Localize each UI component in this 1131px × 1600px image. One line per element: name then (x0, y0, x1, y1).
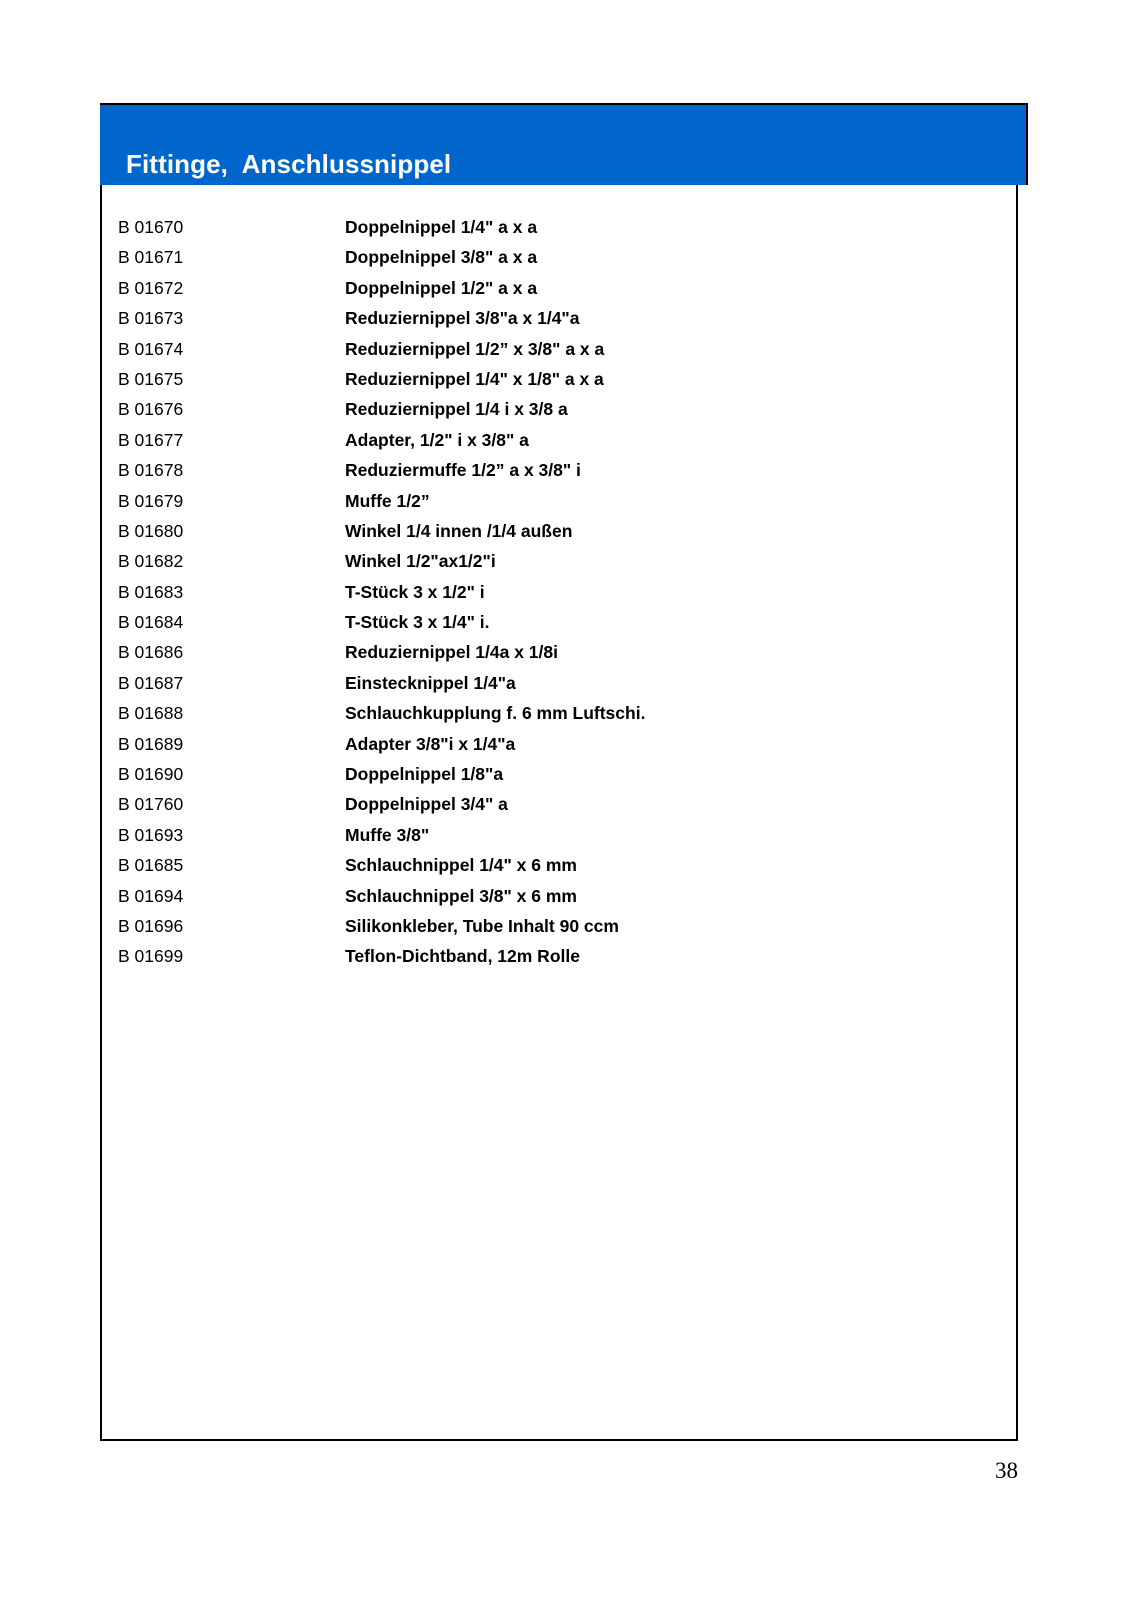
article-code: B 01674 (118, 338, 184, 359)
article-code: B 01685 (118, 855, 184, 876)
table-row (100, 364, 1018, 394)
article-code: B 01670 (118, 217, 184, 237)
table-row (100, 850, 1018, 880)
table-row (100, 637, 1018, 667)
article-description: Reduziermuffe 1/2” a x 3/8" i (345, 460, 581, 481)
article-description: Einstecknippel 1/4"a (345, 672, 516, 693)
article-code: B 01671 (118, 247, 184, 268)
article-code: B 01690 (118, 764, 184, 785)
table-row (100, 577, 1018, 607)
article-description: Doppelnippel 3/4" a (345, 794, 508, 815)
article-description: T-Stück 3 x 1/2" i (345, 581, 485, 602)
article-table (100, 212, 1018, 972)
article-code: B 01680 (118, 520, 184, 541)
article-description: Winkel 1/4 innen /1/4 außen (345, 520, 573, 541)
article-description: Winkel 1/2"ax1/2"i (345, 551, 496, 572)
article-code: B 01679 (118, 490, 184, 511)
article-description: Schlauchkupplung f. 6 mm Luftschi. (345, 703, 646, 724)
article-code: B 01687 (118, 672, 184, 693)
table-row (100, 303, 1018, 333)
article-description: Doppelnippel 3/8" a x a (345, 247, 538, 268)
table-row (100, 820, 1018, 850)
table-row (100, 516, 1018, 546)
frame-bottom-border (100, 1439, 1018, 1441)
table-row (100, 546, 1018, 576)
table-row (100, 911, 1018, 941)
article-description: Schlauchnippel 3/8" x 6 mm (345, 885, 577, 906)
table-row (100, 607, 1018, 637)
article-description: Silikonkleber, Tube Inhalt 90 ccm (345, 915, 619, 936)
article-description: T-Stück 3 x 1/4" i. (345, 612, 490, 633)
article-code: B 01672 (118, 277, 184, 298)
article-code: B 01677 (118, 429, 184, 450)
article-code: B 01675 (118, 368, 184, 389)
article-code: B 01693 (118, 824, 184, 845)
article-description: Doppelnippel 1/2" a x a (345, 277, 538, 298)
article-code: B 01688 (118, 703, 184, 724)
table-row (100, 941, 1018, 971)
page-number: 38 (995, 1458, 1018, 1483)
article-code: B 01694 (118, 885, 184, 906)
article-description: Teflon-Dichtband, 12m Rolle (345, 946, 580, 967)
table-row (100, 729, 1018, 759)
article-code: B 01696 (118, 915, 184, 936)
article-code: B 01699 (118, 946, 184, 967)
article-description: Adapter 3/8"i x 1/4"a (345, 733, 516, 754)
table-row (100, 455, 1018, 485)
article-code: B 01683 (118, 581, 184, 602)
article-description: Schlauchnippel 1/4" x 6 mm (345, 855, 577, 876)
table-row (100, 212, 1018, 242)
article-code: B 01682 (118, 551, 184, 572)
article-description: Adapter, 1/2" i x 3/8" a (345, 429, 529, 450)
article-description: Muffe 1/2” (345, 490, 430, 511)
article-code: B 01689 (118, 733, 184, 754)
table-row (100, 242, 1018, 272)
table-row (100, 789, 1018, 819)
table-row (100, 273, 1018, 303)
table-row (100, 425, 1018, 455)
table-row (100, 881, 1018, 911)
section-title: Fittinge, Anschlussnippel (126, 149, 452, 179)
section-header-banner (100, 103, 1028, 185)
article-description: Doppelnippel 1/4" a x a (345, 217, 538, 237)
table-row (100, 668, 1018, 698)
table-row (100, 334, 1018, 364)
table-row (100, 759, 1018, 789)
article-code: B 01760 (118, 794, 184, 815)
article-code: B 01676 (118, 399, 184, 420)
article-code: B 01684 (118, 612, 184, 633)
table-row (100, 698, 1018, 728)
article-description: Doppelnippel 1/8"a (345, 764, 504, 785)
table-row (100, 486, 1018, 516)
article-description: Reduziernippel 1/4a x 1/8i (345, 642, 558, 663)
article-code: B 01686 (118, 642, 184, 663)
article-description: Muffe 3/8" (345, 824, 430, 845)
article-description: Reduziernippel 3/8"a x 1/4"a (345, 308, 580, 329)
article-description: Reduziernippel 1/4" x 1/8" a x a (345, 368, 604, 389)
table-row (100, 394, 1018, 424)
article-description: Reduziernippel 1/4 i x 3/8 a (345, 399, 568, 420)
article-code: B 01678 (118, 460, 184, 481)
article-description: Reduziernippel 1/2” x 3/8" a x a (345, 338, 605, 359)
article-code: B 01673 (118, 308, 184, 329)
